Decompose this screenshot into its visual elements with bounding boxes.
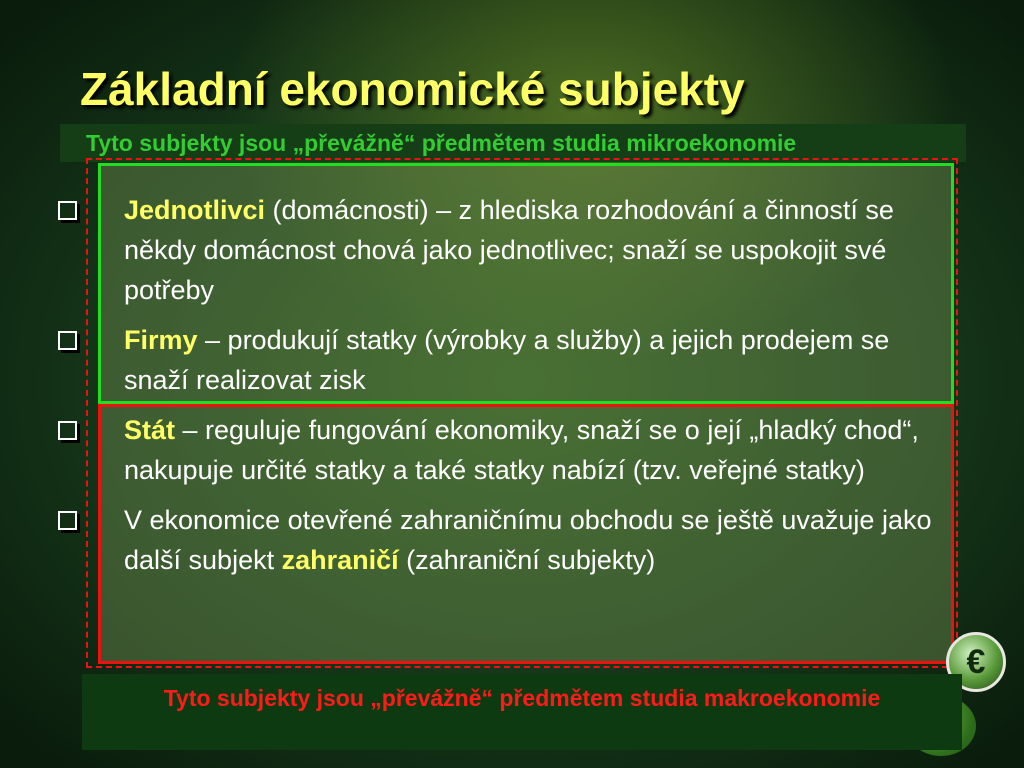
bullet-households	[56, 190, 956, 310]
bullet-firms	[56, 320, 956, 400]
bullet-foreign	[56, 500, 956, 580]
bullet-keyword: Stát	[124, 415, 176, 445]
bullet-text: – reguluje fungování ekonomiky, snaží se o její „hladký chod“, nakupuje určité statky a také statky nabízí (tzv. veřejné statky)	[124, 415, 919, 485]
bullet-text: (domácnosti) – z hlediska rozhodování a činností se někdy domácnost chová jako jednotlivec; snaží se uspokojit své potřeby	[124, 195, 894, 305]
bullet-text: (zahraniční subjekty)	[398, 545, 656, 575]
bullet-state	[56, 410, 956, 490]
checkbox-bullet-icon	[58, 331, 77, 350]
euro-coin-icon: €	[946, 632, 1006, 692]
bullet-keyword: zahraničí	[281, 545, 399, 575]
checkbox-bullet-icon	[58, 421, 77, 440]
macro-note: Tyto subjekty jsou „převážně“ předmětem studia makroekonomie	[163, 685, 881, 711]
bullet-text: – produkují statky (výrobky a služby) a jejich prodejem se snaží realizovat zisk	[124, 325, 890, 395]
micro-note: Tyto subjekty jsou „převážně“ předmětem studia mikroekonomie	[86, 130, 797, 156]
checkbox-bullet-icon	[58, 511, 77, 530]
bullet-list	[56, 190, 956, 590]
bullet-keyword: Jednotlivci	[124, 195, 266, 225]
bullet-text-pre: V ekonomice otevřené zahraničnímu obchodu se ještě uvažuje jako další subjekt	[124, 505, 932, 575]
bullet-keyword: Firmy	[124, 325, 198, 355]
slide-title: Základní ekonomické subjekty	[80, 63, 745, 115]
checkbox-bullet-icon	[58, 201, 77, 220]
